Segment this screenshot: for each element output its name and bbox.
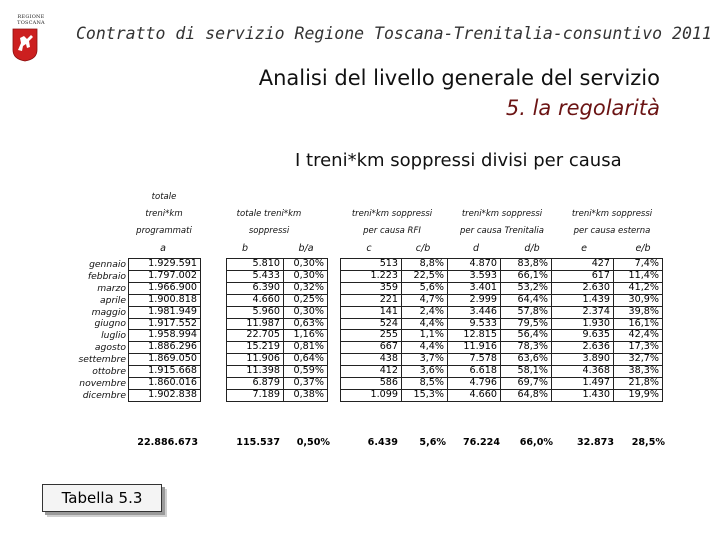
header-line: per causa esterna: [573, 226, 651, 236]
logo-text-line1: REGIONE: [17, 14, 45, 20]
table-cell: 0,30%: [284, 306, 328, 318]
table-cell: 11,4%: [614, 270, 663, 282]
table-cell: 78,3%: [501, 342, 552, 354]
table-cell: 4,4%: [402, 342, 448, 354]
table-cell: 11.398: [227, 366, 284, 378]
month-label: marzo: [97, 282, 126, 294]
header-line: treni*km soppressi: [461, 209, 543, 219]
table-row: [341, 330, 663, 342]
pegasus-shield-icon: [12, 28, 38, 62]
table-cell: 15.219: [227, 342, 284, 354]
table-cell: 22,5%: [402, 270, 448, 282]
table-block-causes: [340, 258, 663, 402]
table-cell: 1.886.296: [129, 342, 201, 354]
table-cell: 1.223: [341, 270, 402, 282]
table-cell: 0,30%: [284, 270, 328, 282]
table-cell: 4.870: [448, 259, 501, 271]
table-cell: 0,81%: [284, 342, 328, 354]
table-cell: 16,1%: [614, 318, 663, 330]
table-cell: 2,4%: [402, 306, 448, 318]
table-cell: 1.981.949: [129, 306, 201, 318]
table-row: [129, 389, 201, 401]
table-row: [129, 354, 201, 366]
table-caption-box: Tabella 5.3: [42, 484, 162, 512]
table-cell: 5.960: [227, 306, 284, 318]
table-row: [227, 306, 328, 318]
table-cell: 38,3%: [614, 366, 663, 378]
column-letter: c/b: [415, 243, 431, 254]
table-block-soppressi: [226, 258, 328, 402]
total-value: 5,6%: [419, 437, 446, 448]
table-cell: 359: [341, 282, 402, 294]
header-line: totale treni*km: [236, 209, 302, 219]
table-cell: 9.533: [448, 318, 501, 330]
table-cell: 1.902.838: [129, 389, 201, 401]
table-row: [341, 342, 663, 354]
table-row: [227, 354, 328, 366]
table-cell: 1.966.900: [129, 282, 201, 294]
regione-toscana-logo: [12, 14, 50, 70]
table-cell: 83,8%: [501, 259, 552, 271]
table-cell: 11.987: [227, 318, 284, 330]
table-cell: 3.593: [448, 270, 501, 282]
table-row: [129, 318, 201, 330]
month-label: settembre: [78, 354, 126, 366]
table-cell: 8,8%: [402, 259, 448, 271]
table-cell: 42,4%: [614, 330, 663, 342]
table-cell: 221: [341, 294, 402, 306]
table-cell: 63,6%: [501, 354, 552, 366]
table-cell: 15,3%: [402, 389, 448, 401]
table-cell: 1.930: [552, 318, 614, 330]
column-letter: a: [160, 243, 166, 254]
month-label: novembre: [79, 377, 126, 389]
table-cell: 7.189: [227, 389, 284, 401]
table-row: [129, 342, 201, 354]
header-title: Contratto di servizio Regione Toscana-Trenitalia-consuntivo 2011: [76, 24, 712, 43]
table-cell: 7,4%: [614, 259, 663, 271]
table-cell: 4.660: [227, 294, 284, 306]
table-cell: 1.860.016: [129, 378, 201, 390]
month-label: ottobre: [92, 366, 126, 378]
table-cell: 11.906: [227, 354, 284, 366]
header-line: totale: [151, 192, 177, 202]
month-label: luglio: [101, 330, 126, 342]
slide-section-title: 5. la regolarità: [505, 96, 660, 120]
table-cell: 141: [341, 306, 402, 318]
header-line: per causa Trenitalia: [460, 226, 544, 236]
table-cell: 79,5%: [501, 318, 552, 330]
table-row: [341, 306, 663, 318]
table-cell: 513: [341, 259, 402, 271]
table-cell: 3.890: [552, 354, 614, 366]
table-row: [341, 366, 663, 378]
table-row: [341, 389, 663, 401]
table-cell: 438: [341, 354, 402, 366]
table-cell: 5,6%: [402, 282, 448, 294]
table-row: [129, 259, 201, 271]
table-row: [341, 294, 663, 306]
table-cell: 1.958.994: [129, 330, 201, 342]
table-row: [341, 282, 663, 294]
table-row: [227, 259, 328, 271]
month-label: giugno: [94, 318, 126, 330]
table-cell: 12.815: [448, 330, 501, 342]
header-line: soppressi: [248, 226, 290, 236]
table-cell: 0,25%: [284, 294, 328, 306]
column-letter: e: [581, 243, 587, 254]
total-value: 6.439: [367, 437, 398, 448]
table-cell: 57,8%: [501, 306, 552, 318]
table-row: [129, 306, 201, 318]
table-row: [129, 282, 201, 294]
total-value: 22.886.673: [137, 437, 198, 448]
table-cell: 1.497: [552, 378, 614, 390]
table-cell: 32,7%: [614, 354, 663, 366]
table-cell: 1.900.818: [129, 294, 201, 306]
table-cell: 4.368: [552, 366, 614, 378]
month-label: dicembre: [82, 389, 126, 401]
header-line: treni*km soppressi: [571, 209, 653, 219]
table-row: [227, 378, 328, 390]
table-cell: 21,8%: [614, 378, 663, 390]
slide-subtitle: I treni*km soppressi divisi per causa: [295, 150, 622, 171]
table-row: [227, 294, 328, 306]
table-cell: 19,9%: [614, 389, 663, 401]
header-line: per causa RFI: [363, 226, 421, 236]
table-cell: 3.401: [448, 282, 501, 294]
table-cell: 1.915.668: [129, 366, 201, 378]
table-cell: 58,1%: [501, 366, 552, 378]
table-cell: 56,4%: [501, 330, 552, 342]
table-cell: 64,8%: [501, 389, 552, 401]
table-row: [227, 282, 328, 294]
slide-title: Analisi del livello generale del servizio: [258, 66, 660, 90]
total-value: 76.224: [462, 437, 500, 448]
month-label: aprile: [100, 294, 126, 306]
header-line: treni*km: [145, 209, 183, 219]
table-cell: 0,38%: [284, 389, 328, 401]
table-cell: 66,1%: [501, 270, 552, 282]
table-row: [227, 318, 328, 330]
table-row: [129, 378, 201, 390]
table-cell: 3.446: [448, 306, 501, 318]
header-causa-rfi: [340, 206, 444, 240]
table-cell: 412: [341, 366, 402, 378]
table-cell: 1,16%: [284, 330, 328, 342]
table-cell: 4.660: [448, 389, 501, 401]
table-cell: 0,63%: [284, 318, 328, 330]
total-value: 32.873: [576, 437, 614, 448]
table-cell: 64,4%: [501, 294, 552, 306]
table-cell: 11.916: [448, 342, 501, 354]
table-cell: 667: [341, 342, 402, 354]
month-label: agosto: [94, 342, 126, 354]
table-cell: 2.636: [552, 342, 614, 354]
month-labels: [70, 259, 126, 402]
header-causa-trenitalia: [448, 206, 556, 240]
total-value: 66,0%: [519, 437, 553, 448]
table-cell: 0,32%: [284, 282, 328, 294]
table-cell: 17,3%: [614, 342, 663, 354]
table-cell: 7.578: [448, 354, 501, 366]
total-value: 0,50%: [296, 437, 330, 448]
table-cell: 4,4%: [402, 318, 448, 330]
table-row: [129, 330, 201, 342]
table-cell: 0,37%: [284, 378, 328, 390]
table-cell: 0,59%: [284, 366, 328, 378]
table-cell: 0,30%: [284, 259, 328, 271]
table-cell: 427: [552, 259, 614, 271]
table-row: [129, 270, 201, 282]
total-value: 28,5%: [631, 437, 665, 448]
table-row: [341, 354, 663, 366]
table-cell: 1.797.002: [129, 270, 201, 282]
header-line: treni*km soppressi: [351, 209, 433, 219]
table-cell: 586: [341, 378, 402, 390]
table-cell: 5.433: [227, 270, 284, 282]
header-causa-esterna: [560, 206, 664, 240]
table-row: [129, 294, 201, 306]
month-label: febbraio: [87, 270, 126, 282]
table-block-programmati: [128, 258, 201, 402]
table-row: [341, 270, 663, 282]
header-totale-programmati: [128, 189, 200, 240]
total-value: 115.537: [236, 437, 280, 448]
table-cell: 9.635: [552, 330, 614, 342]
column-letter: d: [472, 243, 480, 254]
table-cell: 41,2%: [614, 282, 663, 294]
table-row: [129, 366, 201, 378]
table-row: [341, 259, 663, 271]
table-cell: 53,2%: [501, 282, 552, 294]
table-cell: 22.705: [227, 330, 284, 342]
table-cell: 4.796: [448, 378, 501, 390]
table-cell: 6.390: [227, 282, 284, 294]
column-letter: b/a: [298, 243, 314, 254]
table-cell: 0,64%: [284, 354, 328, 366]
table-cell: 1.099: [341, 389, 402, 401]
table-row: [227, 270, 328, 282]
table-cell: 3,6%: [402, 366, 448, 378]
table-cell: 1.929.591: [129, 259, 201, 271]
table-cell: 4,7%: [402, 294, 448, 306]
table-cell: 69,7%: [501, 378, 552, 390]
column-letter: d/b: [524, 243, 540, 254]
table-row: [341, 318, 663, 330]
table-cell: 2.999: [448, 294, 501, 306]
table-cell: 6.879: [227, 378, 284, 390]
table-cell: 617: [552, 270, 614, 282]
table-cell: 1,1%: [402, 330, 448, 342]
table-row: [227, 389, 328, 401]
column-letter: c: [366, 243, 372, 254]
table-row: [227, 366, 328, 378]
table-cell: 3,7%: [402, 354, 448, 366]
column-letter: e/b: [635, 243, 651, 254]
logo-text-line2: TOSCANA: [17, 20, 45, 26]
column-letter: b: [241, 243, 249, 254]
table-row: [227, 330, 328, 342]
table-cell: 524: [341, 318, 402, 330]
table-cell: 1.439: [552, 294, 614, 306]
table-cell: 5.810: [227, 259, 284, 271]
table-cell: 6.618: [448, 366, 501, 378]
table-cell: 1.917.552: [129, 318, 201, 330]
table-cell: 8,5%: [402, 378, 448, 390]
table-cell: 2.630: [552, 282, 614, 294]
table-cell: 30,9%: [614, 294, 663, 306]
table-cell: 39,8%: [614, 306, 663, 318]
table-row: [227, 342, 328, 354]
month-label: maggio: [91, 306, 126, 318]
table-cell: 2.374: [552, 306, 614, 318]
table-cell: 1.430: [552, 389, 614, 401]
month-label: gennaio: [89, 259, 126, 270]
header-line: programmati: [136, 226, 192, 236]
table-cell: 1.869.050: [129, 354, 201, 366]
header-totale-soppressi: [222, 206, 316, 240]
table-cell: 255: [341, 330, 402, 342]
table-row: [341, 378, 663, 390]
